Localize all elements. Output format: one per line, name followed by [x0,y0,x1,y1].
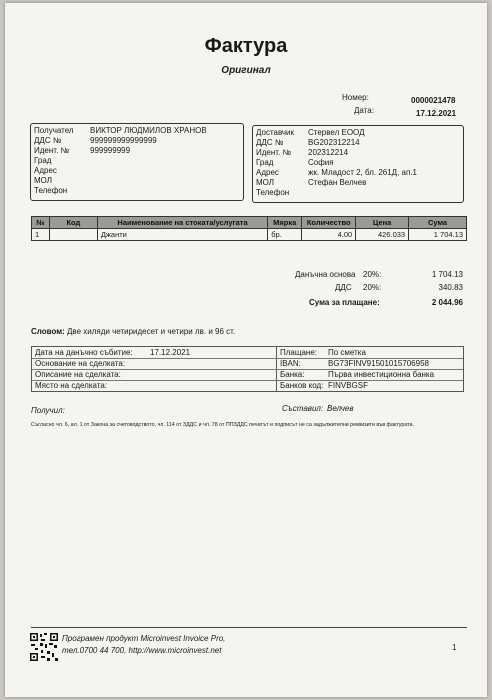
number-value: 0000021478 [411,96,456,105]
tax-base-pct: 20%: [363,270,382,279]
payment-method: По сметка [328,348,366,357]
vat-label: ДДС [335,283,352,292]
date-value: 17.12.2021 [416,109,457,118]
in-words-value: Две хиляди четиридесет и четири лв. и 96 ст. [67,327,236,336]
cell-unit: бр. [268,229,302,241]
recipient-label: Град [34,156,52,165]
compiled-value: Велчев [327,404,354,413]
page-number: 1 [452,643,457,652]
tax-base-label: Данъчна основа [295,270,356,279]
supplier-label: ДДС № [256,138,284,147]
items-header-row [32,217,467,229]
cell-sum: 1 704.13 [409,229,467,241]
table-row [32,229,467,241]
compiled-label: Съставил: [282,404,324,413]
vat-value: 340.83 [438,283,463,292]
supplier-manager: Стефан Велчев [308,178,367,187]
recipient-name: ВИКТОР ЛЮДМИЛОВ ХРАНОВ [90,126,207,135]
bank-code: FINVBGSF [328,381,369,390]
col-header-price: Цена [356,217,409,229]
total-value: 2 044.96 [431,298,463,307]
number-label: Номер: [342,93,369,102]
col-header-number: № [32,217,50,229]
supplier-id: 202312214 [308,148,349,157]
in-words-label: Словом: [31,327,65,336]
details-left-label: Описание на сделката: [35,370,121,379]
col-header-name: Наименование на стоката/услугата [97,217,267,229]
supplier-label: Идент. № [256,148,292,157]
footer-line-2: тел.0700 44 700, http://www.microinvest.net [62,646,222,655]
footer-divider [31,627,467,628]
total-label: Сума за плащане: [309,298,380,307]
invoice-subtitle: Оригинал [221,65,271,76]
supplier-label: МОЛ [256,178,275,187]
supplier-city: София [308,158,334,167]
col-header-unit: Мярка [268,217,302,229]
supplier-name: Стервел ЕООД [308,128,365,137]
supplier-label: Телефон [256,188,290,197]
details-left-label: Място на сделката: [35,381,108,390]
recipient-id: 999999999 [90,146,131,155]
details-right-label: Плащане: [280,348,317,357]
cell-quantity: 4.00 [302,229,356,241]
supplier-label: Адрес [256,168,279,177]
details-left-label: Основание на сделката: [35,359,126,368]
details-right-label: Банков код: [280,381,324,390]
recipient-label: МОЛ [34,176,53,185]
recipient-label: Телефон [34,186,68,195]
cell-code [49,229,97,241]
iban-value: BG73FINV91501015706958 [328,359,429,368]
cell-number: 1 [32,229,50,241]
tax-event-date: 17.12.2021 [150,348,191,357]
supplier-label: Град [256,158,274,167]
supplier-label: Доставчик [256,128,295,137]
vat-pct: 20%: [363,283,382,292]
recipient-label: Идент. № [34,146,70,155]
recipient-box [30,123,244,201]
date-label: Дата: [354,106,374,115]
recipient-label: ДДС № [34,136,62,145]
supplier-box [252,125,464,203]
invoice-page [5,3,487,697]
supplier-vat: BG202312214 [308,138,360,147]
cell-price: 426.033 [356,229,409,241]
tax-base-value: 1 704.13 [431,270,463,279]
col-header-code: Код [49,217,97,229]
col-header-quantity: Количество [302,217,356,229]
items-table [31,216,467,241]
qr-code-icon [29,632,59,662]
footer-line-1: Програмен продукт Microinvest Invoice Pro, [62,634,226,643]
cell-name: Джанти [97,229,267,241]
bank-name: Първа инвестиционна банка [328,370,435,379]
recipient-label: Адрес [34,166,57,175]
details-right-label: Банка: [280,370,305,379]
details-grid [31,346,464,392]
received-label: Получил: [31,406,65,415]
legal-note: Съгласно чл. 6, ал. 1 от Закона за счетоводството, чл. 114 от ЗДДС и чл. 78 от ППЗДДС печатът и подписът не са задължителни реквизити във фактурата. [31,422,414,428]
recipient-vat: 999999999999999 [90,136,157,145]
details-right-label: IBAN: [280,359,301,368]
invoice-title: Фактура [204,35,288,57]
recipient-label: Получател [34,126,74,135]
col-header-sum: Сума [409,217,467,229]
details-left-label: Дата на данъчно събитие: [35,348,133,357]
supplier-address: жк. Младост 2, бл. 261Д, ап.1 [308,168,417,177]
